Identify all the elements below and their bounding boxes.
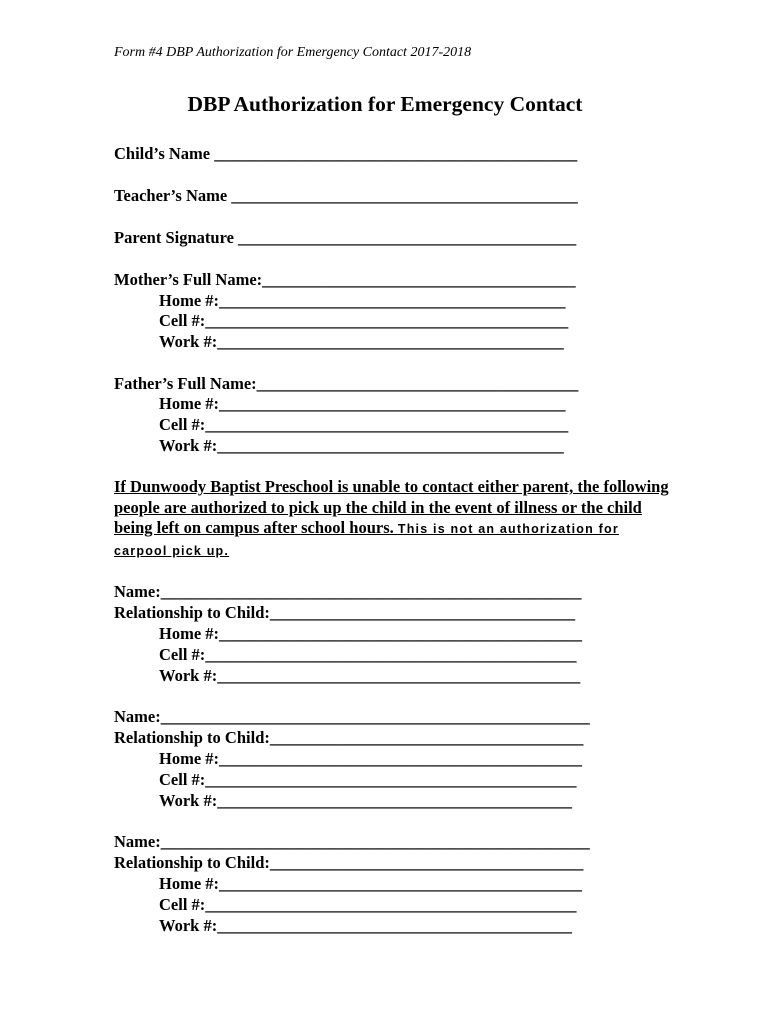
contact-work-field[interactable]: Work #:___________________________________________: [159, 791, 572, 810]
contact-cell-field[interactable]: Cell #:_____________________________________________: [159, 895, 577, 914]
contact-name-field[interactable]: Name:____________________________________________________: [114, 707, 590, 726]
notice-carpool-disclaimer: This is not an authorization for carpool pick up.: [114, 522, 619, 558]
contact-relationship-field[interactable]: Relationship to Child:_____________________________________: [114, 603, 576, 622]
child-name-field[interactable]: Child’s Name ____________________________________________: [114, 144, 578, 163]
father-cell-field[interactable]: Cell #:____________________________________________: [159, 415, 569, 434]
father-full-name-field[interactable]: Father’s Full Name:_______________________________________: [114, 374, 579, 393]
contact-name-field[interactable]: Name:___________________________________________________: [114, 582, 582, 601]
mother-home-field[interactable]: Home #:__________________________________________: [159, 291, 566, 310]
page-title: DBP Authorization for Emergency Contact: [187, 92, 583, 116]
contact-home-field[interactable]: Home #:____________________________________________: [159, 874, 583, 893]
mother-cell-field[interactable]: Cell #:____________________________________________: [159, 311, 569, 330]
contact-cell-field[interactable]: Cell #:_____________________________________________: [159, 645, 577, 664]
teacher-name-field[interactable]: Teacher’s Name __________________________________________: [114, 186, 578, 205]
notice-text: If Dunwoody Baptist Preschool is unable to contact either parent, the following people are authorized to pick up the child in the event of illness or the child being left on campus after school hours.: [114, 477, 669, 537]
authorization-notice: [114, 477, 674, 561]
mother-work-field[interactable]: Work #:__________________________________________: [159, 332, 564, 351]
contact-relationship-field[interactable]: Relationship to Child:______________________________________: [114, 728, 584, 747]
contact-home-field[interactable]: Home #:____________________________________________: [159, 749, 583, 768]
contact-cell-field[interactable]: Cell #:_____________________________________________: [159, 770, 577, 789]
father-work-field[interactable]: Work #:__________________________________________: [159, 436, 564, 455]
contact-work-field[interactable]: Work #:____________________________________________: [159, 666, 581, 685]
mother-full-name-field[interactable]: Mother’s Full Name:______________________________________: [114, 270, 576, 289]
form-header: Form #4 DBP Authorization for Emergency Contact 2017-2018: [114, 45, 472, 60]
contact-home-field[interactable]: Home #:____________________________________________: [159, 624, 583, 643]
parent-signature-field[interactable]: Parent Signature _________________________________________: [114, 228, 577, 247]
contact-work-field[interactable]: Work #:___________________________________________: [159, 916, 572, 935]
contact-relationship-field[interactable]: Relationship to Child:______________________________________: [114, 853, 584, 872]
contact-name-field[interactable]: Name:____________________________________________________: [114, 832, 590, 851]
father-home-field[interactable]: Home #:__________________________________________: [159, 394, 566, 413]
